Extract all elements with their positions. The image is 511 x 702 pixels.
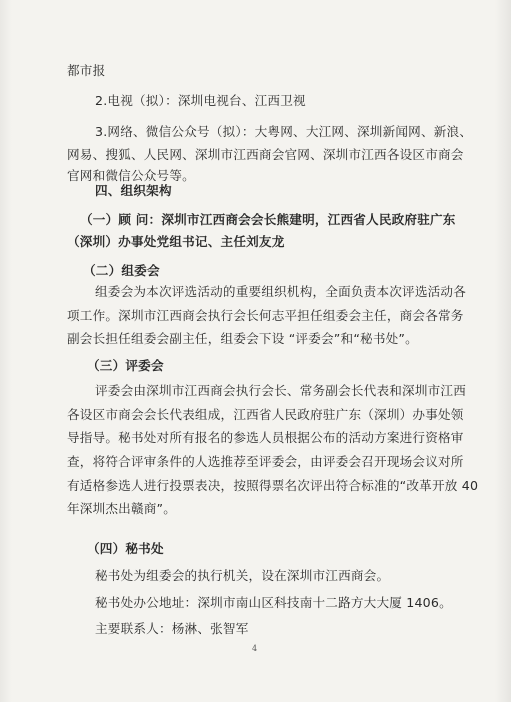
- text-line: 各设区市商会会长代表组成，江西省人民政府驻广东（深圳）办事处领: [67, 407, 464, 422]
- text-line: 查，将符合评审条件的人选推荐至评委会，由评委会召开现场会议对所: [67, 454, 464, 469]
- section-heading: （一）顾 问：深圳市江西商会会长熊建明，江西省人民政府驻广东: [80, 212, 456, 227]
- text-line: 官网和微信公众号等。: [67, 168, 195, 183]
- subsection-heading: （四）秘书处: [87, 541, 164, 556]
- subsection-heading: （二）组委会: [83, 263, 160, 278]
- text-line: 导指导。秘书处对所有报名的参选人员根据公布的活动方案进行资格审: [67, 430, 464, 445]
- subsection-heading: （三）评委会: [87, 358, 164, 373]
- text-line: 主要联系人：杨淋、张智军: [95, 621, 249, 636]
- text-line: 有适格参选人进行投票表决，按照得票名次评出符合标准的“改革开放 40: [67, 478, 479, 493]
- text-line: 项工作。深圳市江西商会执行会长何志平担任组委会主任，商会各常务: [67, 308, 464, 323]
- text-line: 都市报: [67, 63, 106, 78]
- text-line: 组委会为本次评选活动的重要组织机构，全面负责本次评选活动各: [95, 284, 467, 299]
- text-line: 副会长担任组委会副主任，组委会下设 “评委会”和“秘书处”。: [67, 331, 418, 346]
- text-line: 秘书处办公地址：深圳市南山区科技南十二路方大大厦 1406。: [95, 595, 452, 610]
- section-heading: 四、组织架构: [95, 183, 172, 198]
- text-line: 3.网络、微信公众号（拟）：大粤网、大江网、深圳新闻网、新浪、: [95, 124, 473, 139]
- text-line: （深圳）办事处党组书记、主任刘友龙: [67, 234, 285, 249]
- page-number: 4: [252, 644, 258, 653]
- text-line: 评委会由深圳市江西商会执行会长、常务副会长代表和深圳市江西: [95, 383, 467, 398]
- text-line: 秘书处为组委会的执行机关，设在深圳市江西商会。: [95, 568, 390, 583]
- text-line: 年深圳杰出赣商”。: [67, 501, 177, 516]
- text-line: 网易、搜狐、人民网、深圳市江西商会官网、深圳市江西各设区市商会: [67, 147, 464, 162]
- text-line: 2.电视（拟）：深圳电视台、江西卫视: [95, 93, 306, 108]
